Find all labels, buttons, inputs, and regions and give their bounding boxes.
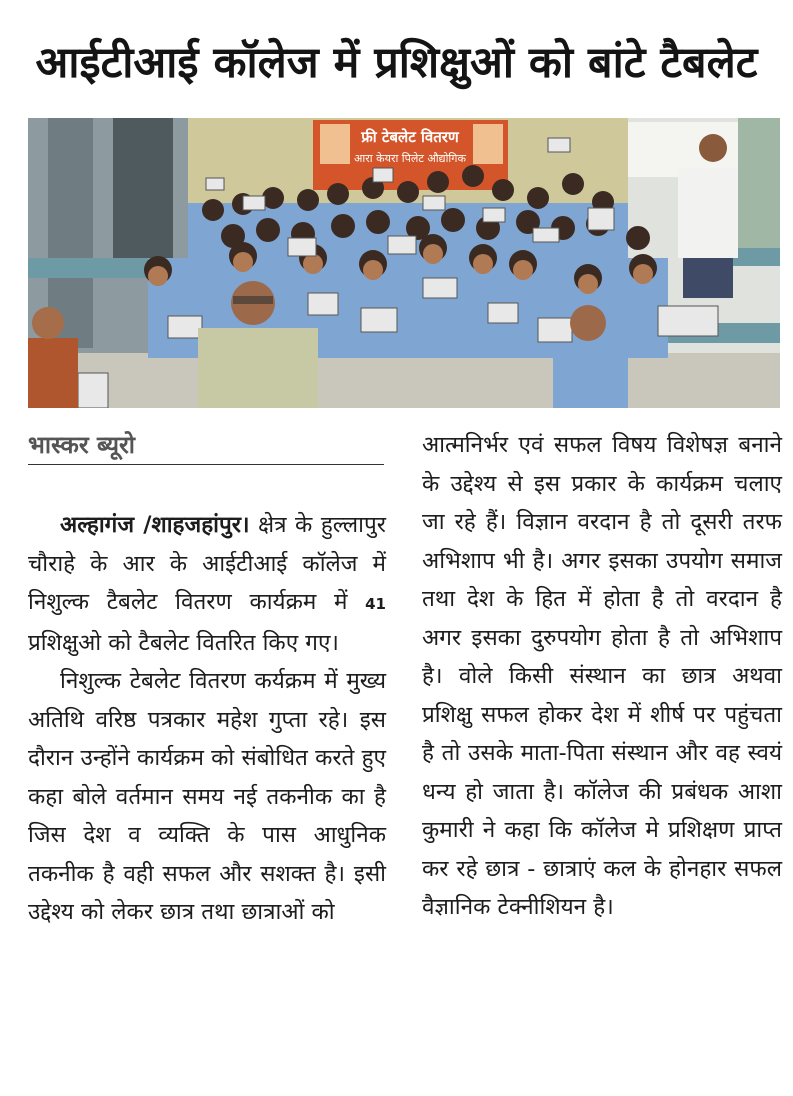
article-column-right: [422, 426, 782, 927]
banner-text-2: आरा केयरा पिलेट औद्योगिक: [354, 152, 466, 165]
article-column-left: [28, 506, 386, 932]
headline: आईटीआई कॉलेज में प्रशिक्षुओं को बांटे टैबलेट: [35, 38, 758, 88]
byline-rule: [28, 464, 384, 465]
banner-text-1: फ्री टेबलेट वितरण: [361, 128, 459, 146]
paragraph-1-end: प्रशिक्षुओ को टैबलेट वितरित किए गए।: [28, 629, 339, 656]
dateline: अल्हागंज /शाहजहांपुर।: [60, 512, 250, 538]
paragraph-2: निशुल्क टेबलेट वितरण कर्यक्रम में मुख्य अतिथि वरिष्ठ पत्रकार महेश गुप्ता रहे। इस दौरान उन्होंने कार्यक्रम को संबोधित करते हुए कहा बोले वर्तमान समय नई तकनीक का है जिस देश व व्यक्ति के पास आधुनिक तकनीक है वही सफल और सशक्त है। इसी उद्देश्य को लेकर छात्र तथा छात्राओं को: [28, 668, 386, 925]
news-photo: [28, 118, 780, 408]
tablet-count: 41: [365, 595, 386, 613]
byline: भास्कर ब्यूरो: [28, 431, 136, 459]
paragraph-1: [28, 506, 386, 662]
paragraph-3: आत्मनिर्भर एवं सफल विषय विशेषज्ञ बनाने के उद्देश्य से इस प्रकार के कार्यक्रम चलाए जा रहे हैं। विज्ञान वरदान है तो दूसरी तरफ अभिशाप भी है। अगर इसका उपयोग समाज तथा देश के हित में होता है तो वरदान है अगर इसका दुरुपयोग होता है तो अभिशाप है। वोले किसी संस्थान का छात्र अथवा प्रशिक्षु सफल होकर देश में शीर्ष पर पहुंचता है तो उसके माता-पिता संस्थान और वह स्वयं धन्य हो जाता है। कॉलेज की प्रबंधक आशा कुमारी ने कहा कि कॉलेज मे प्रशिक्षण प्राप्त कर रहे छात्र - छात्राएं कल के होनहार सफल वैज्ञानिक टेक्नीशियन है।: [422, 432, 782, 920]
tablet-distribution-photo: [28, 118, 780, 408]
paragraph-1-text: क्षेत्र के हुल्लापुर चौराहे के आर के आईटीआई कॉलेज में निशुल्क टैबलेट वितरण कार्यक्रम में: [28, 512, 386, 615]
